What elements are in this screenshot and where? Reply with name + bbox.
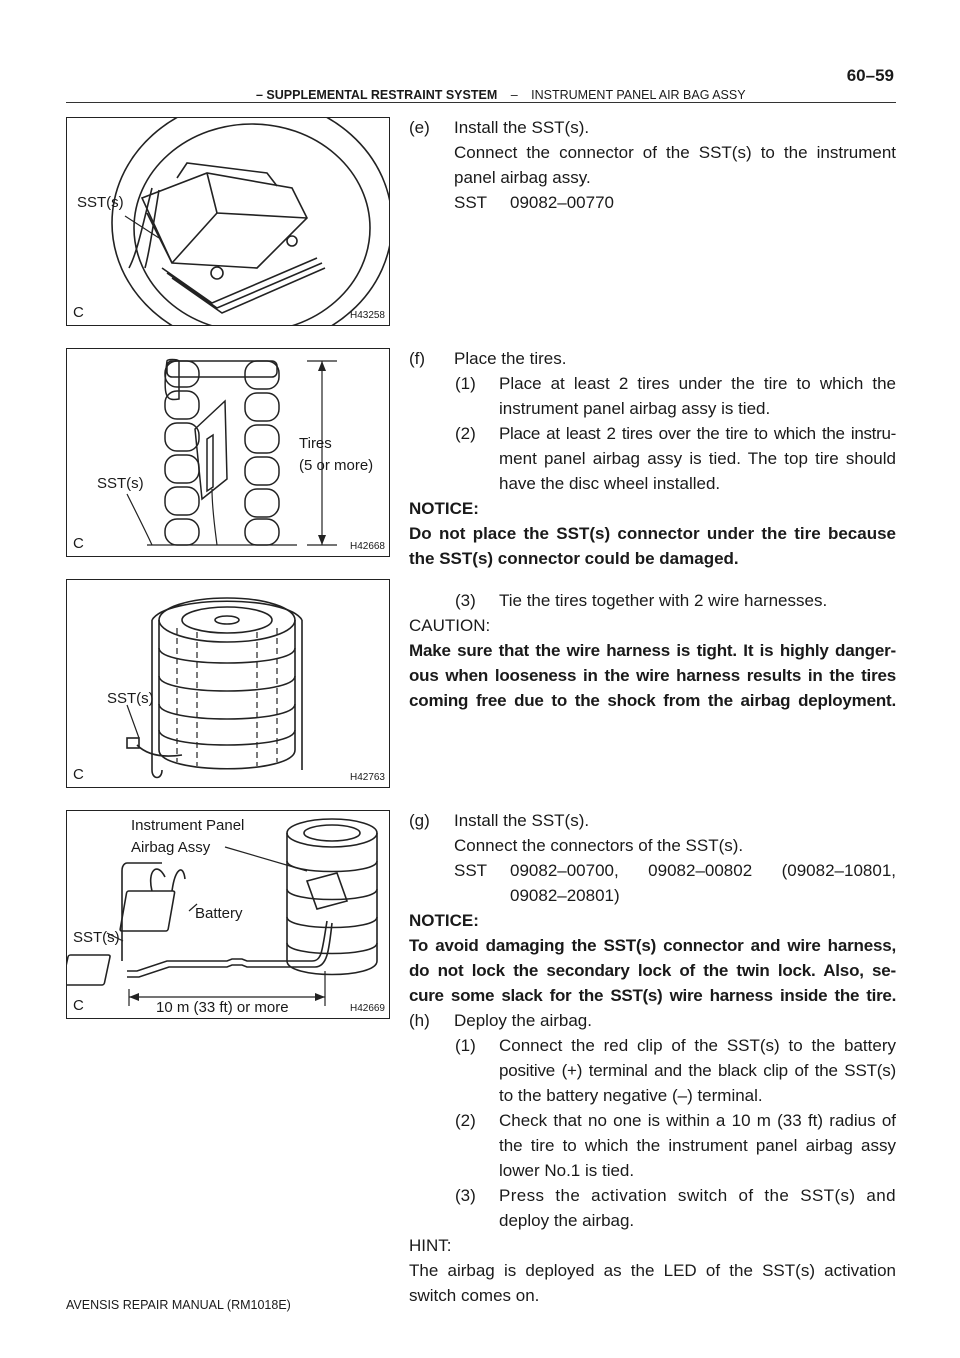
step-e-marker: (e) <box>409 118 430 137</box>
step-g-notice-line1: To avoid damaging the SST(s) connector and wire harness, <box>409 936 896 955</box>
figure-airbag-sst <box>66 117 390 326</box>
header-section: – SUPPLEMENTAL RESTRAINT SYSTEM <box>256 88 498 102</box>
header-separator: – <box>510 88 518 102</box>
step-f-caution-line1: Make sure that the wire harness is tight. It is highly danger- <box>409 641 896 660</box>
step-g-marker: (g) <box>409 811 430 830</box>
step-g-title: Install the SST(s). <box>454 811 590 830</box>
header-subsection: INSTRUMENT PANEL AIR BAG ASSY <box>531 88 746 102</box>
figure4-label-airbag-assy: Airbag Assy <box>131 839 211 856</box>
figure1-label-sst: SST(s) <box>77 194 124 211</box>
step-g-notice-line3: cure some slack for the SST(s) wire harness inside the tire. <box>409 986 896 1005</box>
figure1-corner-mark: C <box>73 304 84 321</box>
step-h-sub2-line2: the tire to which the instrument panel airbag assy <box>499 1136 896 1155</box>
step-f-sub2-line1: Place at least 2 tires over the tire to which the instru- <box>499 424 896 443</box>
header-title <box>256 88 746 102</box>
figure-deployment-setup <box>66 810 390 1019</box>
step-h-sub1-line1: Connect the red clip of the SST(s) to the battery <box>499 1036 896 1055</box>
step-e-title: Install the SST(s). <box>454 118 590 137</box>
step-h-sub2-marker: (2) <box>455 1111 476 1130</box>
figure4-label-distance: 10 m (33 ft) or more <box>153 999 292 1016</box>
figure-tires-stack <box>66 348 390 557</box>
figure4-label-instrument-panel: Instrument Panel <box>131 817 245 834</box>
step-f-sub3-line1: Tie the tires together with 2 wire harnesses. <box>499 591 828 610</box>
step-h-sub1-marker: (1) <box>455 1036 476 1055</box>
step-h-hint-line1: The airbag is deployed as the LED of the SST(s) activation <box>409 1261 896 1280</box>
step-f-title: Place the tires. <box>454 349 567 368</box>
figure2-corner-mark: C <box>73 535 84 552</box>
page-number: 60–59 <box>846 66 894 85</box>
step-g-notice-line2: do not lock the secondary lock of the twin lock. Also, se- <box>409 961 896 980</box>
step-e-sst-label: SST <box>454 193 488 212</box>
step-f-notice-line2: the SST(s) connector could be damaged. <box>409 549 739 568</box>
step-f-sub2-line2: ment panel airbag assy is tied. The top tire should <box>499 449 896 468</box>
figure2-label-tires: Tires <box>299 435 332 452</box>
step-f-caution-line3: coming free due to the shock from the airbag deployment. <box>409 691 896 710</box>
figure4-code: H42669 <box>349 1003 385 1014</box>
step-g-sst-line2: 09082–20801) <box>510 886 620 905</box>
figure2-code: H42668 <box>349 541 385 552</box>
figure3-label-sst: SST(s) <box>107 690 154 707</box>
figure3-code: H42763 <box>349 772 385 783</box>
step-f-sub1-marker: (1) <box>455 374 476 393</box>
step-g-sst-line1: 09082–00700, 09082–00802 (09082–10801, <box>510 861 896 880</box>
figure1-code: H43258 <box>349 310 385 321</box>
step-f-caution-line2: ous when looseness in the wire harness results in the tires <box>409 666 896 685</box>
step-h-sub1-line2: positive (+) terminal and the black clip of the SST(s) <box>499 1061 896 1080</box>
step-h-sub3-line1: Press the activation switch of the SST(s) and <box>499 1186 896 1205</box>
step-h-hint-line2: switch comes on. <box>409 1286 540 1305</box>
airbag-sst-illustration <box>67 118 389 325</box>
step-f-sub3-marker: (3) <box>455 591 476 610</box>
page-header <box>66 60 896 100</box>
tires-tied-illustration <box>67 580 389 787</box>
figure4-corner-mark: C <box>73 997 84 1014</box>
figure4-label-battery: Battery <box>195 905 243 922</box>
step-h-hint-title: HINT: <box>409 1236 452 1255</box>
step-g-notice-title: NOTICE: <box>409 911 479 930</box>
figure3-corner-mark: C <box>73 766 84 783</box>
manual-footer: AVENSIS REPAIR MANUAL (RM1018E) <box>66 1298 291 1312</box>
step-f-marker: (f) <box>409 349 426 368</box>
figure2-label-sst: SST(s) <box>97 475 144 492</box>
step-e-line2: panel airbag assy. <box>454 168 591 187</box>
step-f-sub1-line1: Place at least 2 tires under the tire to which the <box>499 374 896 393</box>
step-e-sst-value: 09082–00770 <box>510 193 615 212</box>
step-g-sst-label: SST <box>454 861 488 880</box>
step-h-title: Deploy the airbag. <box>454 1011 592 1030</box>
step-h-sub2-line1: Check that no one is within a 10 m (33 ft) radius of <box>499 1111 896 1130</box>
figure4-label-sst: SST(s) <box>73 929 120 946</box>
step-h-sub1-line3: to the battery negative (–) terminal. <box>499 1086 763 1105</box>
figure2-label-tires-count: (5 or more) <box>299 457 374 474</box>
step-e-line1: Connect the connector of the SST(s) to the instrument <box>454 143 896 162</box>
step-f-caution-title: CAUTION: <box>409 616 491 635</box>
header-rule <box>66 102 896 103</box>
step-h-sub3-line2: deploy the airbag. <box>499 1211 635 1230</box>
step-f-notice-title: NOTICE: <box>409 499 479 518</box>
step-f-notice-line1: Do not place the SST(s) connector under the tire because <box>409 524 896 543</box>
step-h-sub3-marker: (3) <box>455 1186 476 1205</box>
step-f-sub2-marker: (2) <box>455 424 476 443</box>
step-h-marker: (h) <box>409 1011 430 1030</box>
figure-tires-tied <box>66 579 390 788</box>
step-f-sub1-line2: instrument panel airbag assy is tied. <box>499 399 771 418</box>
step-f-sub2-line3: have the disc wheel installed. <box>499 474 721 493</box>
step-h-sub2-line3: lower No.1 is tied. <box>499 1161 635 1180</box>
step-g-line1: Connect the connectors of the SST(s). <box>454 836 744 855</box>
tires-stack-illustration <box>67 349 389 556</box>
